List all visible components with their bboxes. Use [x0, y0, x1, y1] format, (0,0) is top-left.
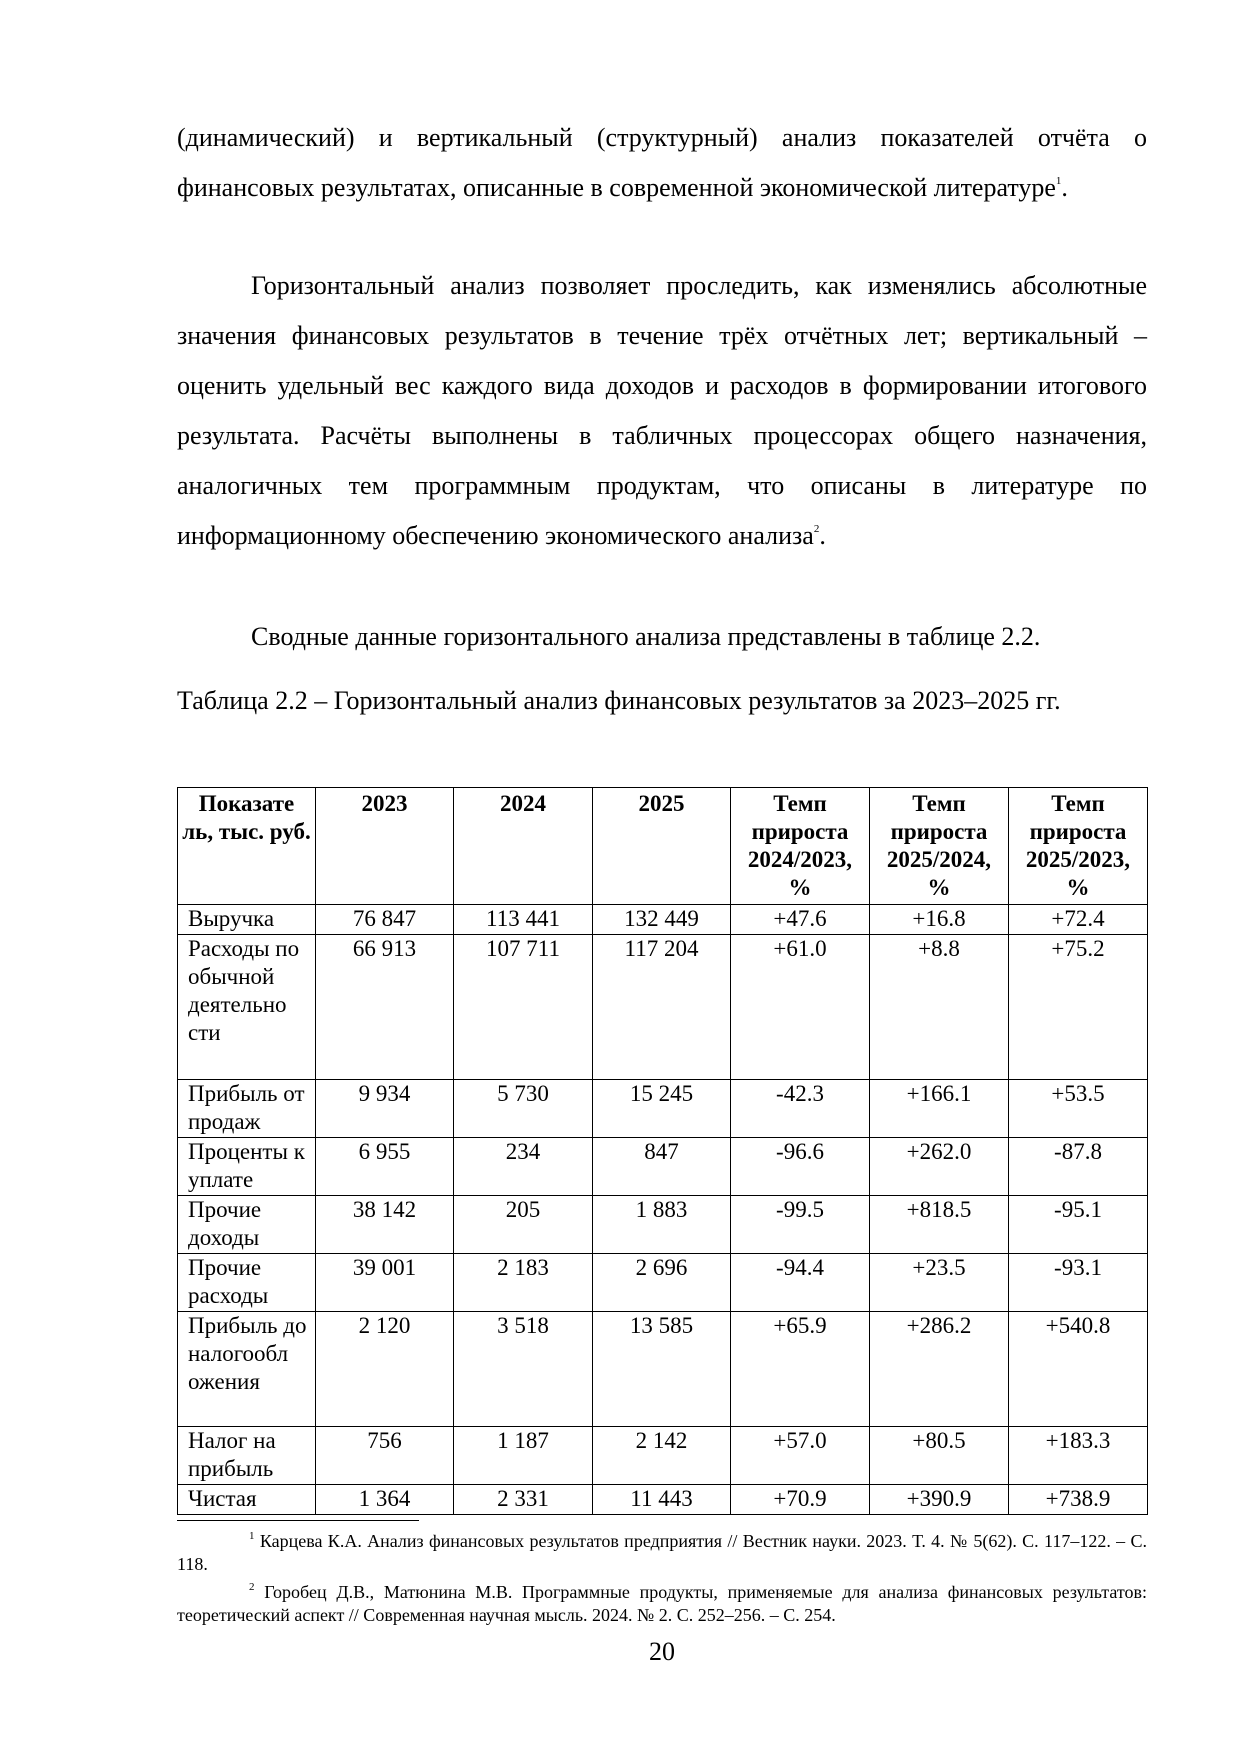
paragraph-text: (динамический) и вертикальный (структурный) анализ показателей отчёта о финансовых результатах, описанные в современной экономической литературе [177, 123, 1147, 202]
row-label: Прочие расходы [178, 1254, 316, 1312]
cell-2025: 13 585 [593, 1312, 731, 1427]
footnote-separator [177, 1520, 419, 1521]
cell-2024: 234 [454, 1138, 593, 1196]
cell-growth-2024-2023: -94.4 [731, 1254, 870, 1312]
footnote-ref-1[interactable]: 1 [1055, 175, 1062, 187]
cell-growth-2024-2023: +65.9 [731, 1312, 870, 1427]
cell-growth-2025-2024: +818.5 [870, 1196, 1009, 1254]
cell-growth-2025-2023: -87.8 [1009, 1138, 1148, 1196]
footnote-mark: 2 [249, 1581, 255, 1593]
cell-growth-2024-2023: +61.0 [731, 935, 870, 1080]
cell-growth-2025-2024: +262.0 [870, 1138, 1009, 1196]
table-header-row [178, 788, 1148, 905]
cell-growth-2025-2024: +390.9 [870, 1485, 1009, 1515]
header-growth-2024-2023: Темп прироста 2024/2023, % [731, 788, 870, 905]
document-page [177, 0, 1147, 1754]
footnote-1 [177, 1530, 1147, 1576]
footnote-text: Карцева К.А. Анализ финансовых результатов предприятия // Вестник науки. 2023. Т. 4. № 5(62). С. 117–122. – С. 118. [177, 1531, 1147, 1574]
cell-2023: 38 142 [316, 1196, 454, 1254]
table-row [178, 1254, 1148, 1312]
cell-2025: 2 696 [593, 1254, 731, 1312]
financial-results-table [177, 787, 1148, 1515]
cell-2025: 11 443 [593, 1485, 731, 1515]
row-label: Прибыль до налогообл ожения [178, 1312, 316, 1427]
row-label: Прибыль от продаж [178, 1080, 316, 1138]
cell-growth-2025-2024: +286.2 [870, 1312, 1009, 1427]
footnote-mark: 1 [249, 1530, 255, 1542]
cell-2025: 847 [593, 1138, 731, 1196]
cell-2024: 2 183 [454, 1254, 593, 1312]
footnote-2 [177, 1581, 1147, 1627]
cell-2023: 756 [316, 1427, 454, 1485]
paragraph-text: Горизонтальный анализ позволяет проследить, как изменялись абсолютные значения финансовых результатов в течение трёх отчётных лет; вертикальный – оценить удельный вес каждого вида доходов и расходов в формировании итогового результата. Расчёты выполнены в табличных процессорах общего назначения, аналогичных тем программным продуктам, что описаны в литературе по информационному обеспечению экономического анализа [177, 271, 1147, 550]
cell-2024: 107 711 [454, 935, 593, 1080]
table-caption: Таблица 2.2 – Горизонтальный анализ финансовых результатов за 2023–2025 гг. [177, 686, 1061, 715]
cell-2023: 39 001 [316, 1254, 454, 1312]
cell-growth-2024-2023: -99.5 [731, 1196, 870, 1254]
cell-growth-2024-2023: -42.3 [731, 1080, 870, 1138]
cell-growth-2025-2023: -93.1 [1009, 1254, 1148, 1312]
cell-growth-2025-2024: +8.8 [870, 935, 1009, 1080]
row-label: Расходы по обычной деятельно сти [178, 935, 316, 1080]
table-row [178, 905, 1148, 935]
cell-2025: 1 883 [593, 1196, 731, 1254]
row-label: Прочие доходы [178, 1196, 316, 1254]
table-row [178, 935, 1148, 1080]
cell-2024: 1 187 [454, 1427, 593, 1485]
cell-growth-2025-2023: +72.4 [1009, 905, 1148, 935]
paragraph-horizontal-analysis: Горизонтальный анализ позволяет проследить, как изменялись абсолютные значения финансовых результатов в течение трёх отчётных лет; вертикальный – оценить удельный вес каждого вида доходов и расходов в формировании итогового результата. Расчёты выполнены в табличных процессорах общего назначения, аналогичных тем программным продуктам, что описаны в литературе по информационному обеспечению экономического анализа$^2$. [177, 271, 1147, 550]
cell-2024: 5 730 [454, 1080, 593, 1138]
cell-2024: 2 331 [454, 1485, 593, 1515]
table-row [178, 1312, 1148, 1427]
cell-growth-2025-2023: +75.2 [1009, 935, 1148, 1080]
cell-growth-2024-2023: +57.0 [731, 1427, 870, 1485]
row-label: Проценты к уплате [178, 1138, 316, 1196]
table-row [178, 1485, 1148, 1515]
cell-2025: 2 142 [593, 1427, 731, 1485]
row-label: Налог на прибыль [178, 1427, 316, 1485]
header-2025: 2025 [593, 788, 731, 905]
page-number: 20 [649, 1637, 675, 1666]
cell-2025: 117 204 [593, 935, 731, 1080]
cell-2023: 9 934 [316, 1080, 454, 1138]
cell-growth-2024-2023: +47.6 [731, 905, 870, 935]
cell-2023: 76 847 [316, 905, 454, 935]
header-indicator: Показате ль, тыс. руб. [178, 788, 316, 905]
footnote-text: Горобец Д.В., Матюнина М.В. Программные продукты, применяемые для анализа финансовых результатов: теоретический аспект // Современная научная мысль. 2024. № 2. С. 252–256. – С. 254. [177, 1582, 1148, 1625]
cell-growth-2024-2023: +70.9 [731, 1485, 870, 1515]
cell-2023: 2 120 [316, 1312, 454, 1427]
cell-2023: 66 913 [316, 935, 454, 1080]
header-2024: 2024 [454, 788, 593, 905]
cell-growth-2025-2023: +53.5 [1009, 1080, 1148, 1138]
cell-2024: 113 441 [454, 905, 593, 935]
table-row [178, 1196, 1148, 1254]
cell-growth-2024-2023: -96.6 [731, 1138, 870, 1196]
table-row [178, 1080, 1148, 1138]
cell-growth-2025-2024: +80.5 [870, 1427, 1009, 1485]
cell-2023: 6 955 [316, 1138, 454, 1196]
cell-growth-2025-2024: +16.8 [870, 905, 1009, 935]
header-growth-2025-2023: Темп прироста 2025/2023, % [1009, 788, 1148, 905]
table-row [178, 1138, 1148, 1196]
cell-2023: 1 364 [316, 1485, 454, 1515]
table-row [178, 1427, 1148, 1485]
row-label: Чистая [178, 1485, 316, 1515]
cell-growth-2025-2023: -95.1 [1009, 1196, 1148, 1254]
cell-2025: 15 245 [593, 1080, 731, 1138]
paragraph-analysis-intro: (динамический) и вертикальный (структурный) анализ показателей отчёта о финансовых результатах, описанные в современной экономической литературе$^1$. [177, 123, 1147, 202]
cell-2024: 205 [454, 1196, 593, 1254]
cell-growth-2025-2024: +166.1 [870, 1080, 1009, 1138]
footnote-ref-2[interactable]: 2 [813, 523, 820, 535]
cell-growth-2025-2023: +540.8 [1009, 1312, 1148, 1427]
cell-growth-2025-2023: +183.3 [1009, 1427, 1148, 1485]
row-label: Выручка [178, 905, 316, 935]
header-2023: 2023 [316, 788, 454, 905]
cell-2024: 3 518 [454, 1312, 593, 1427]
cell-growth-2025-2024: +23.5 [870, 1254, 1009, 1312]
cell-2025: 132 449 [593, 905, 731, 935]
header-growth-2025-2024: Темп прироста 2025/2024, % [870, 788, 1009, 905]
paragraph-summary: Сводные данные горизонтального анализа представлены в таблице 2.2. [251, 622, 1041, 651]
cell-growth-2025-2023: +738.9 [1009, 1485, 1148, 1515]
